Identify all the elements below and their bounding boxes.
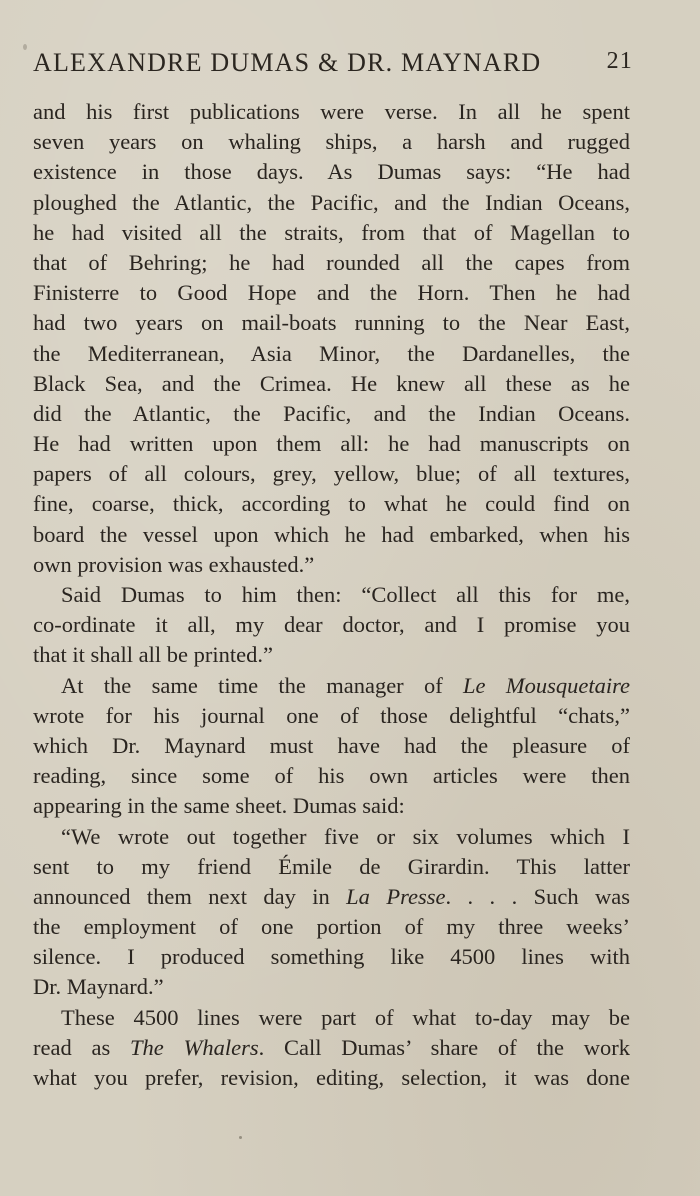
text-line: the employment of one portion of my three weeks’ xyxy=(33,914,630,940)
text-line: own provision was exhausted.” xyxy=(33,551,315,577)
text-line: silence. I produced something like 4500 lines with xyxy=(33,944,630,970)
text-line: He had written upon them all: he had manuscripts on xyxy=(33,431,630,457)
text-line: wrote for his journal one of those delightful “chats,” xyxy=(33,702,630,728)
text-line: reading, since some of his own articles were then xyxy=(33,763,630,789)
running-title: ALEXANDRE DUMAS & DR. MAYNARD xyxy=(33,48,542,77)
text-line: had two years on mail-boats running to the Near East, xyxy=(33,310,630,336)
text-line: Finisterre to Good Hope and the Horn. Then he had xyxy=(33,280,630,306)
text-line: Said Dumas to him then: “Collect all this for me, xyxy=(61,582,630,607)
text-line: did the Atlantic, the Pacific, and the Indian Oceans. xyxy=(33,400,630,426)
paper-speck xyxy=(23,44,27,50)
text-line: co-ordinate it all, my dear doctor, and I promise you xyxy=(33,612,630,638)
text-line: which Dr. Maynard must have had the pleasure of xyxy=(33,732,630,758)
text-line: existence in those days. As Dumas says: “He had xyxy=(33,159,630,185)
text-line: read as The Whalers. Call Dumas’ share of the work xyxy=(33,1034,630,1060)
text-line: ploughed the Atlantic, the Pacific, and the Indian Oceans, xyxy=(33,189,630,215)
text-line: papers of all colours, grey, yellow, blue; of all textures, xyxy=(33,461,630,487)
text-line: These 4500 lines were part of what to-day may be xyxy=(61,1004,630,1030)
italic-title: La Presse xyxy=(346,883,446,909)
italic-title: The Whalers xyxy=(130,1034,259,1060)
text-line: and his first publications were verse. In all he spent xyxy=(33,99,630,124)
text-line: At the same time the manager of Le Mousquetaire xyxy=(61,672,630,698)
text-line: sent to my friend Émile de Girardin. This latter xyxy=(33,853,630,879)
italic-title: Le Mousquetaire xyxy=(463,672,630,698)
text-line: Dr. Maynard.” xyxy=(33,974,164,1000)
text-line: the Mediterranean, Asia Minor, the Dardanelles, the xyxy=(33,340,630,366)
text-line: he had visited all the straits, from that of Magellan to xyxy=(33,219,630,245)
running-head xyxy=(33,48,633,82)
text-line: that of Behring; he had rounded all the capes from xyxy=(33,249,630,275)
text-line: seven years on whaling ships, a harsh and rugged xyxy=(33,129,630,155)
text-line: appearing in the same sheet. Dumas said: xyxy=(33,793,405,819)
body-text xyxy=(33,97,630,1093)
text-line: “We wrote out together five or six volumes which I xyxy=(61,823,630,849)
text-line: what you prefer, revision, editing, selection, it was done xyxy=(33,1065,630,1090)
text-line: that it shall all be printed.” xyxy=(33,642,273,668)
text-line: Black Sea, and the Crimea. He knew all these as he xyxy=(33,370,630,396)
text-line: fine, coarse, thick, according to what he could find on xyxy=(33,491,630,517)
text-line: board the vessel upon which he had embarked, when his xyxy=(33,521,630,547)
text-line: announced them next day in La Presse. . . . Such was xyxy=(33,883,630,909)
page-number: 21 xyxy=(606,48,633,74)
paper-speck xyxy=(239,1136,242,1139)
